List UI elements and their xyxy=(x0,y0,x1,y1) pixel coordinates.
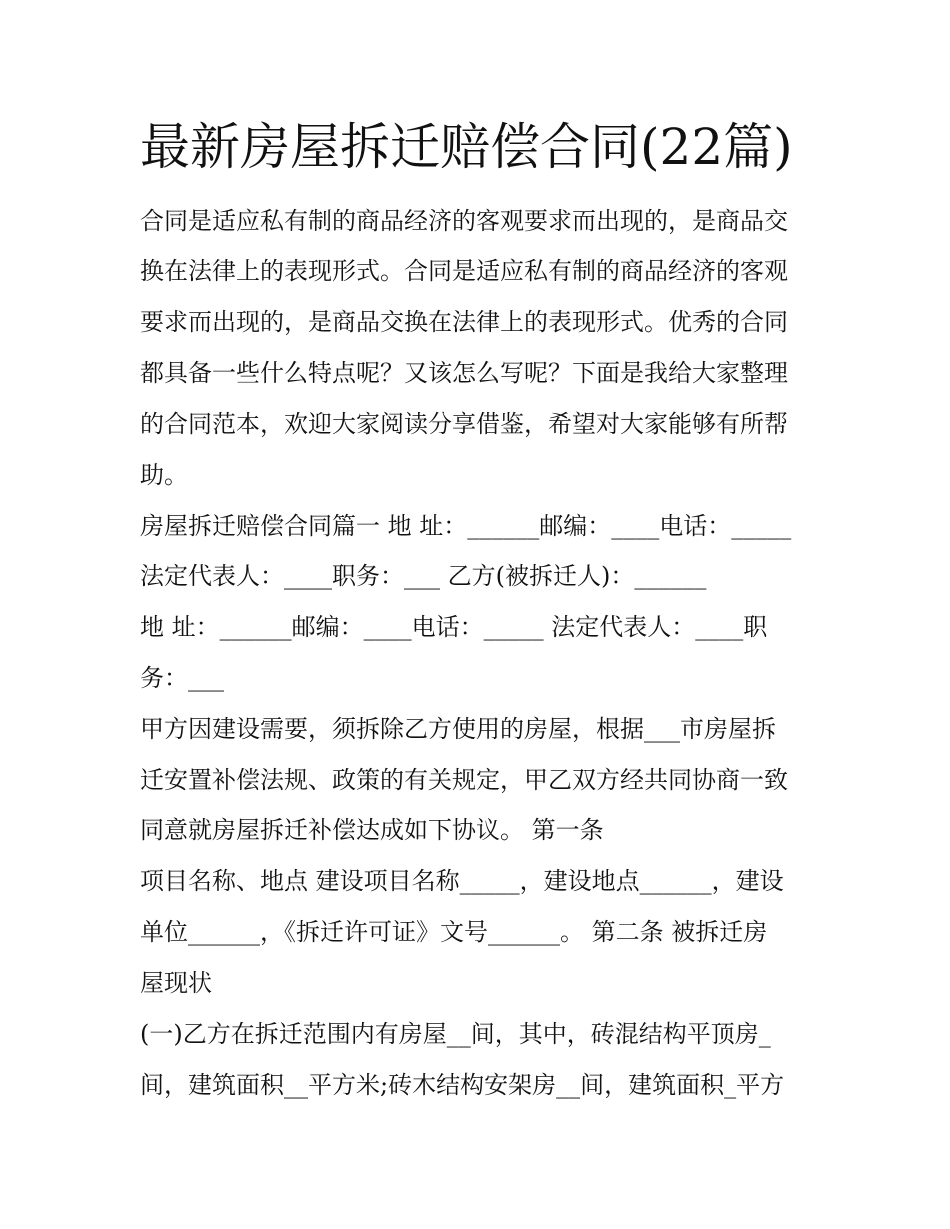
paragraph-line: 地 址：______邮编：____电话：_____ 法定代表人：____职 xyxy=(140,613,768,641)
paragraph-line: 迁安置补偿法规、政策的有关规定，甲乙双方经共同协商一致 xyxy=(140,766,788,794)
paragraph-line: 甲方因建设需要，须拆除乙方使用的房屋，根据___市房屋拆 xyxy=(140,715,776,743)
paragraph-line: 助。 xyxy=(140,461,188,489)
paragraph-line: 同意就房屋拆迁补偿达成如下协议。 第一条 xyxy=(140,816,604,844)
paragraph-line: 间，建筑面积__平方米;砖木结构安架房__间，建筑面积_平方 xyxy=(140,1071,785,1099)
paragraph-line: (一)乙方在拆迁范围内有房屋__间，其中，砖混结构平顶房_ xyxy=(140,1020,771,1048)
paragraph-line: 法定代表人：____职务：___ 乙方(被拆迁人)：______ xyxy=(140,562,707,590)
paragraph-line: 的合同范本，欢迎大家阅读分享借鉴，希望对大家能够有所帮 xyxy=(140,410,788,438)
document-title: 最新房屋拆迁赔偿合同(22篇) xyxy=(140,118,793,176)
paragraph-line: 屋现状 xyxy=(140,969,212,997)
paragraph-line: 要求而出现的，是商品交换在法律上的表现形式。优秀的合同 xyxy=(140,308,788,336)
paragraph-line: 都具备一些什么特点呢？又该怎么写呢？下面是我给大家整理 xyxy=(140,359,788,387)
paragraph-line: 单位______，《拆迁许可证》文号______。 第二条 被拆迁房 xyxy=(140,918,768,946)
paragraph-line: 换在法律上的表现形式。合同是适应私有制的商品经济的客观 xyxy=(140,257,788,285)
paragraph-line: 合同是适应私有制的商品经济的客观要求而出现的，是商品交 xyxy=(140,207,788,235)
paragraph-line: 项目名称、地点 建设项目名称_____，建设地点______，建设 xyxy=(140,867,784,895)
paragraph-line: 务：___ xyxy=(140,664,224,692)
paragraph-line: 房屋拆迁赔偿合同篇一 地 址：______邮编：____电话：_____ xyxy=(140,512,792,540)
